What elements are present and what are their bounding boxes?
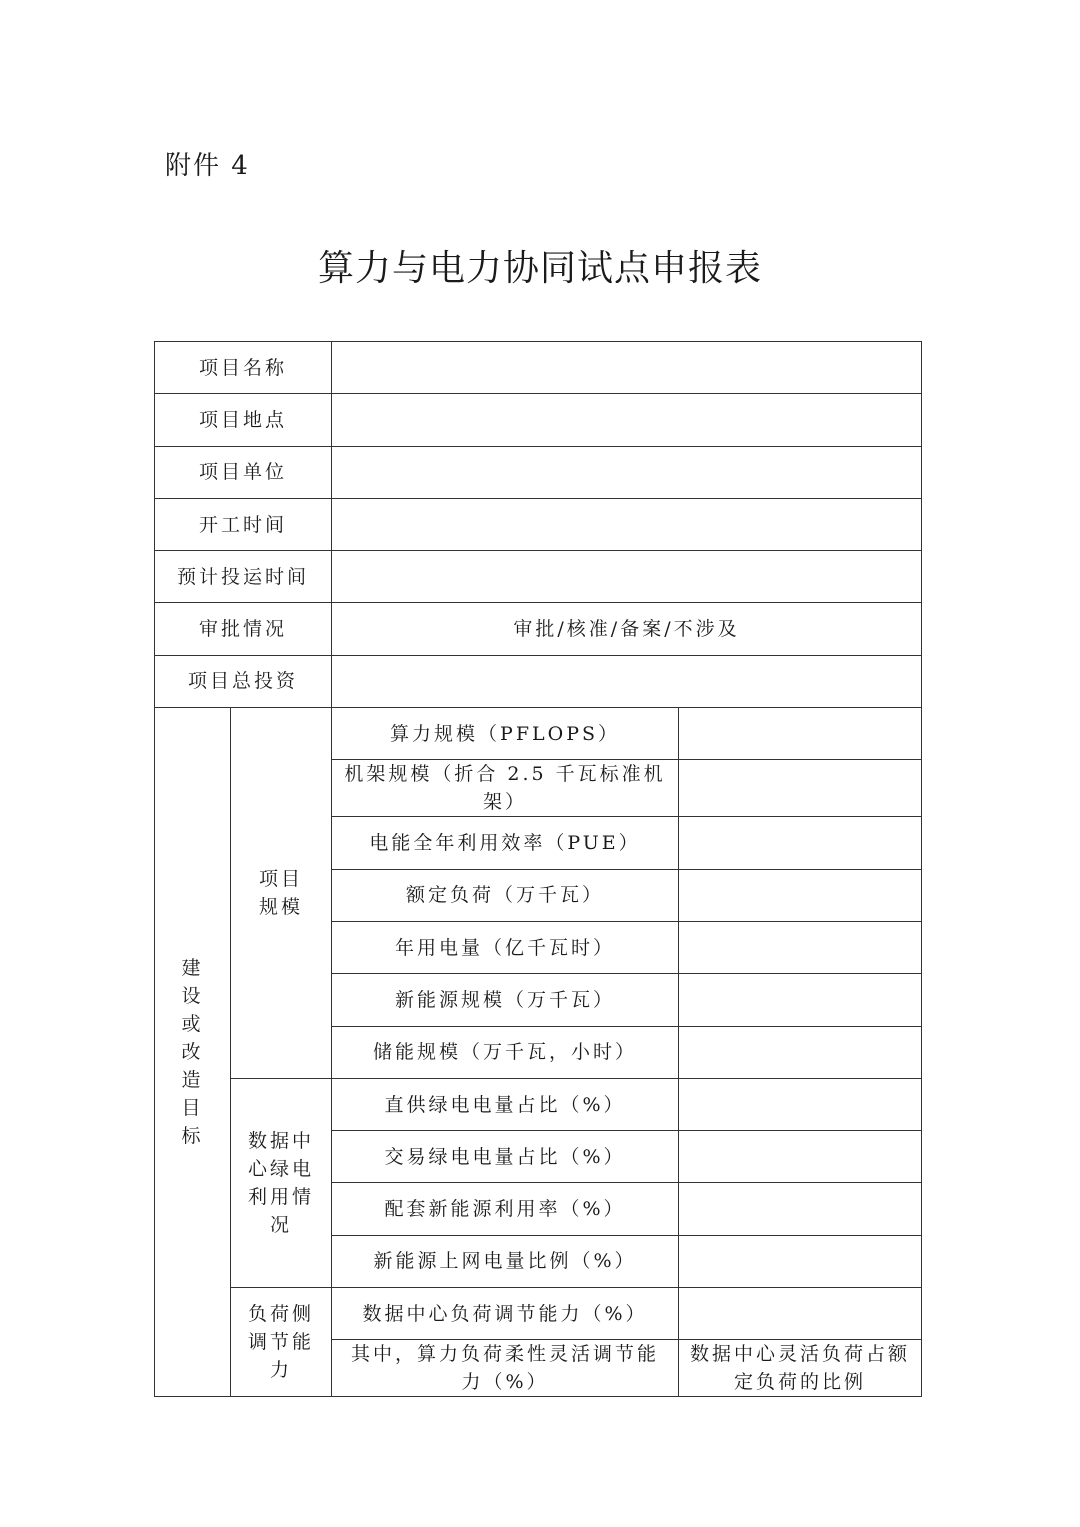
new-energy-utilization-field[interactable]	[679, 1183, 922, 1235]
project-location-label: 项目地点	[155, 394, 332, 446]
load-regulation-label: 数据中心负荷调节能力（%）	[332, 1288, 679, 1340]
traded-green-ratio-field[interactable]	[679, 1131, 922, 1183]
load-regulation-group-label: 负荷侧调节能力	[231, 1288, 332, 1397]
table-row	[155, 708, 922, 760]
start-time-field[interactable]	[332, 498, 922, 550]
storage-scale-label: 储能规模（万千瓦，小时）	[332, 1026, 679, 1078]
flexible-load-ratio-label: 数据中心灵活负荷占额定负荷的比例	[679, 1340, 922, 1397]
table-row	[155, 551, 922, 603]
traded-green-ratio-label: 交易绿电电量占比（%）	[332, 1131, 679, 1183]
rack-scale-field[interactable]	[679, 760, 922, 817]
application-form-table	[154, 341, 922, 1397]
start-time-label: 开工时间	[155, 498, 332, 550]
direct-green-ratio-field[interactable]	[679, 1078, 922, 1130]
table-row	[155, 655, 922, 707]
new-energy-utilization-label: 配套新能源利用率（%）	[332, 1183, 679, 1235]
table-row	[155, 446, 922, 498]
attachment-label: 附件 4	[165, 151, 250, 181]
pue-field[interactable]	[679, 817, 922, 869]
rated-load-field[interactable]	[679, 869, 922, 921]
compute-scale-label: 算力规模（PFLOPS）	[332, 708, 679, 760]
project-location-field[interactable]	[332, 394, 922, 446]
approval-status-label: 审批情况	[155, 603, 332, 655]
rack-scale-label: 机架规模（折合 2.5 千瓦标准机架）	[332, 760, 679, 817]
total-investment-label: 项目总投资	[155, 655, 332, 707]
pue-label: 电能全年利用效率（PUE）	[332, 817, 679, 869]
green-power-group-label: 数据中心绿电利用情况	[231, 1078, 332, 1287]
annual-consumption-field[interactable]	[679, 921, 922, 973]
table-row	[155, 1078, 922, 1130]
annual-consumption-label: 年用电量（亿千瓦时）	[332, 921, 679, 973]
targets-section-label: 建设或改造目标	[155, 708, 231, 1397]
project-name-field[interactable]	[332, 342, 922, 394]
compute-scale-field[interactable]	[679, 708, 922, 760]
flexible-compute-load-label: 其中，算力负荷柔性灵活调节能力（%）	[332, 1340, 679, 1397]
total-investment-field[interactable]	[332, 655, 922, 707]
table-row	[155, 1288, 922, 1340]
new-energy-scale-label: 新能源规模（万千瓦）	[332, 974, 679, 1026]
storage-scale-field[interactable]	[679, 1026, 922, 1078]
expected-operation-time-field[interactable]	[332, 551, 922, 603]
new-energy-scale-field[interactable]	[679, 974, 922, 1026]
grid-feed-ratio-field[interactable]	[679, 1235, 922, 1287]
table-row	[155, 342, 922, 394]
direct-green-ratio-label: 直供绿电电量占比（%）	[332, 1078, 679, 1130]
load-regulation-field[interactable]	[679, 1288, 922, 1340]
rated-load-label: 额定负荷（万千瓦）	[332, 869, 679, 921]
project-unit-field[interactable]	[332, 446, 922, 498]
table-row	[155, 603, 922, 655]
expected-operation-time-label: 预计投运时间	[155, 551, 332, 603]
table-row	[155, 394, 922, 446]
project-unit-label: 项目单位	[155, 446, 332, 498]
table-row	[155, 498, 922, 550]
grid-feed-ratio-label: 新能源上网电量比例（%）	[332, 1235, 679, 1287]
page-title: 算力与电力协同试点申报表	[317, 248, 762, 289]
project-name-label: 项目名称	[155, 342, 332, 394]
approval-status-options[interactable]: 审批/核准/备案/不涉及	[332, 603, 922, 655]
project-scale-group-label: 项目规模	[231, 708, 332, 1079]
